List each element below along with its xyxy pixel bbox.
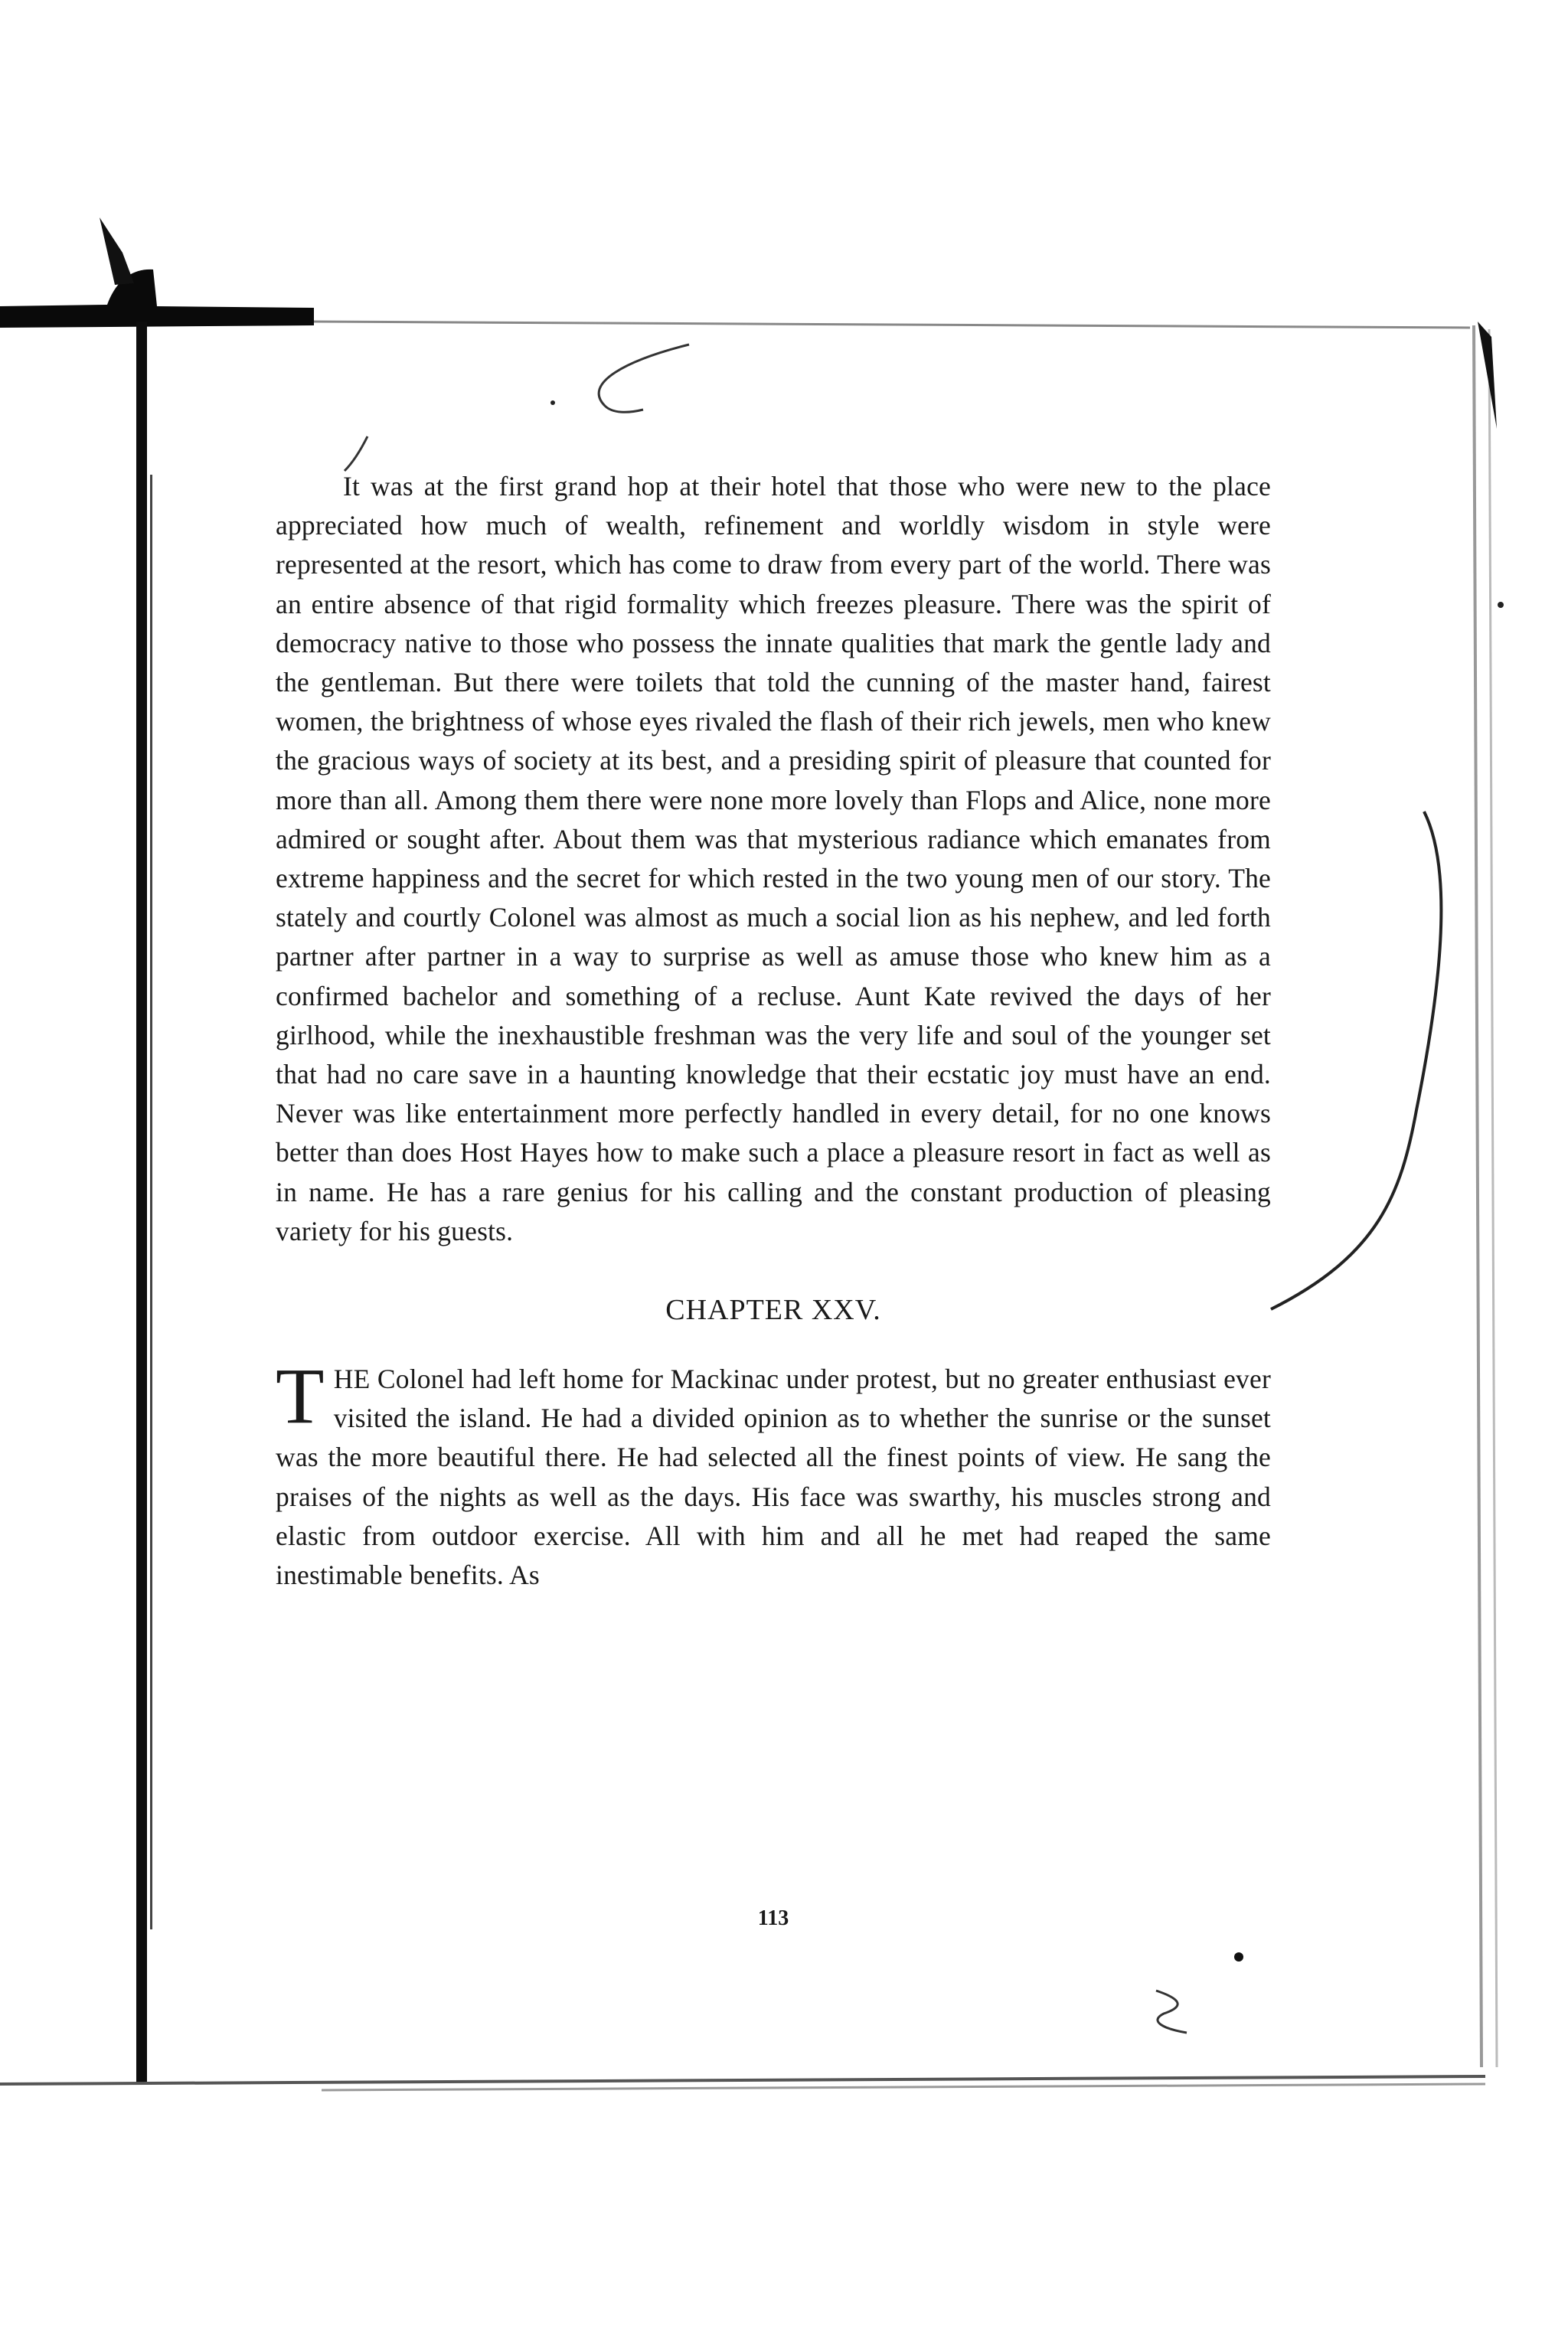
bottom-right-scribble — [1156, 1991, 1187, 2033]
right-black-mark — [1478, 322, 1497, 429]
dot-mark — [1234, 1952, 1243, 1962]
chapter-opening-paragraph — [276, 1352, 1271, 1595]
right-pen-stroke — [1271, 812, 1441, 1309]
chapter-heading: CHAPTER XXV. — [665, 1294, 881, 1327]
left-binding-line — [136, 322, 147, 2082]
page-right-edge — [1474, 325, 1481, 2067]
top-left-scribble — [345, 436, 368, 471]
page-content — [276, 467, 1271, 1930]
top-scribble — [599, 345, 689, 412]
chapter-opening-text: HE Colonel had left home for Mackinac under protest, but no greater enthusiast ever visited the island. He had a divided opinion as to whether the sunrise or the sunset was the more beautiful there. He had selected all the finest points of view. He sang the praises of the nights as well as the days. His face was swarthy, his muscles strong and elastic from outdoor exercise. All with him and all he met had reaped the same inestimable benefits. As — [276, 1364, 1271, 1591]
page-right-edge-2 — [1489, 329, 1497, 2067]
left-binding-inner — [150, 475, 152, 1929]
page-top-edge — [314, 322, 1470, 328]
drop-cap: T — [276, 1352, 325, 1441]
top-left-tab — [100, 217, 134, 285]
page-bottom-edge — [0, 2076, 1485, 2084]
dot-mark-2 — [550, 400, 555, 405]
top-left-black-bar — [0, 270, 314, 328]
page-number: 113 — [757, 1906, 789, 1930]
body-paragraph: It was at the first grand hop at their hotel that those who were new to the place appreciated how much of wealth, refinement and worldly wisdom in style were represented at the resort, which has come to draw from every part of the world. There was an entire absence of that rigid formality which freezes pleasure. There was the spirit of democracy native to those who possess the innate qualities that mark the gentle lady and the gentleman. But there were toilets that told the cunning of the master hand, fairest women, the brightness of whose eyes rivaled the flash of their rich jewels, men who knew the gracious ways of society at its best, and a presiding spirit of pleasure that counted for more than all. Among them there were none more lovely than Flops and Alice, none more admired or sought after. About them was that mysterious radiance which emanates from extreme happiness and the secret for which rested in the two young men of our story. The stately and courtly Colonel was almost as much a social lion as his nephew, and led forth partner after partner in a way to surprise as well as amuse those who knew him as a confirmed bachelor and something of a recluse. Aunt Kate revived the days of her girlhood, while the inexhaustible freshman was the very life and soul of the younger set that had no care save in a haunting knowledge that their ecstatic joy must have an end. Never was like entertainment more perfectly handled in every detail, for no one knows better than does Host Hayes how to make such a place a pleasure resort in fact as well as in name. He has a rare genius for his calling and the constant production of pleasing variety for his guests. — [276, 471, 1271, 1246]
page-bottom-edge-2 — [322, 2084, 1485, 2090]
dot-mark-3 — [1498, 602, 1504, 608]
